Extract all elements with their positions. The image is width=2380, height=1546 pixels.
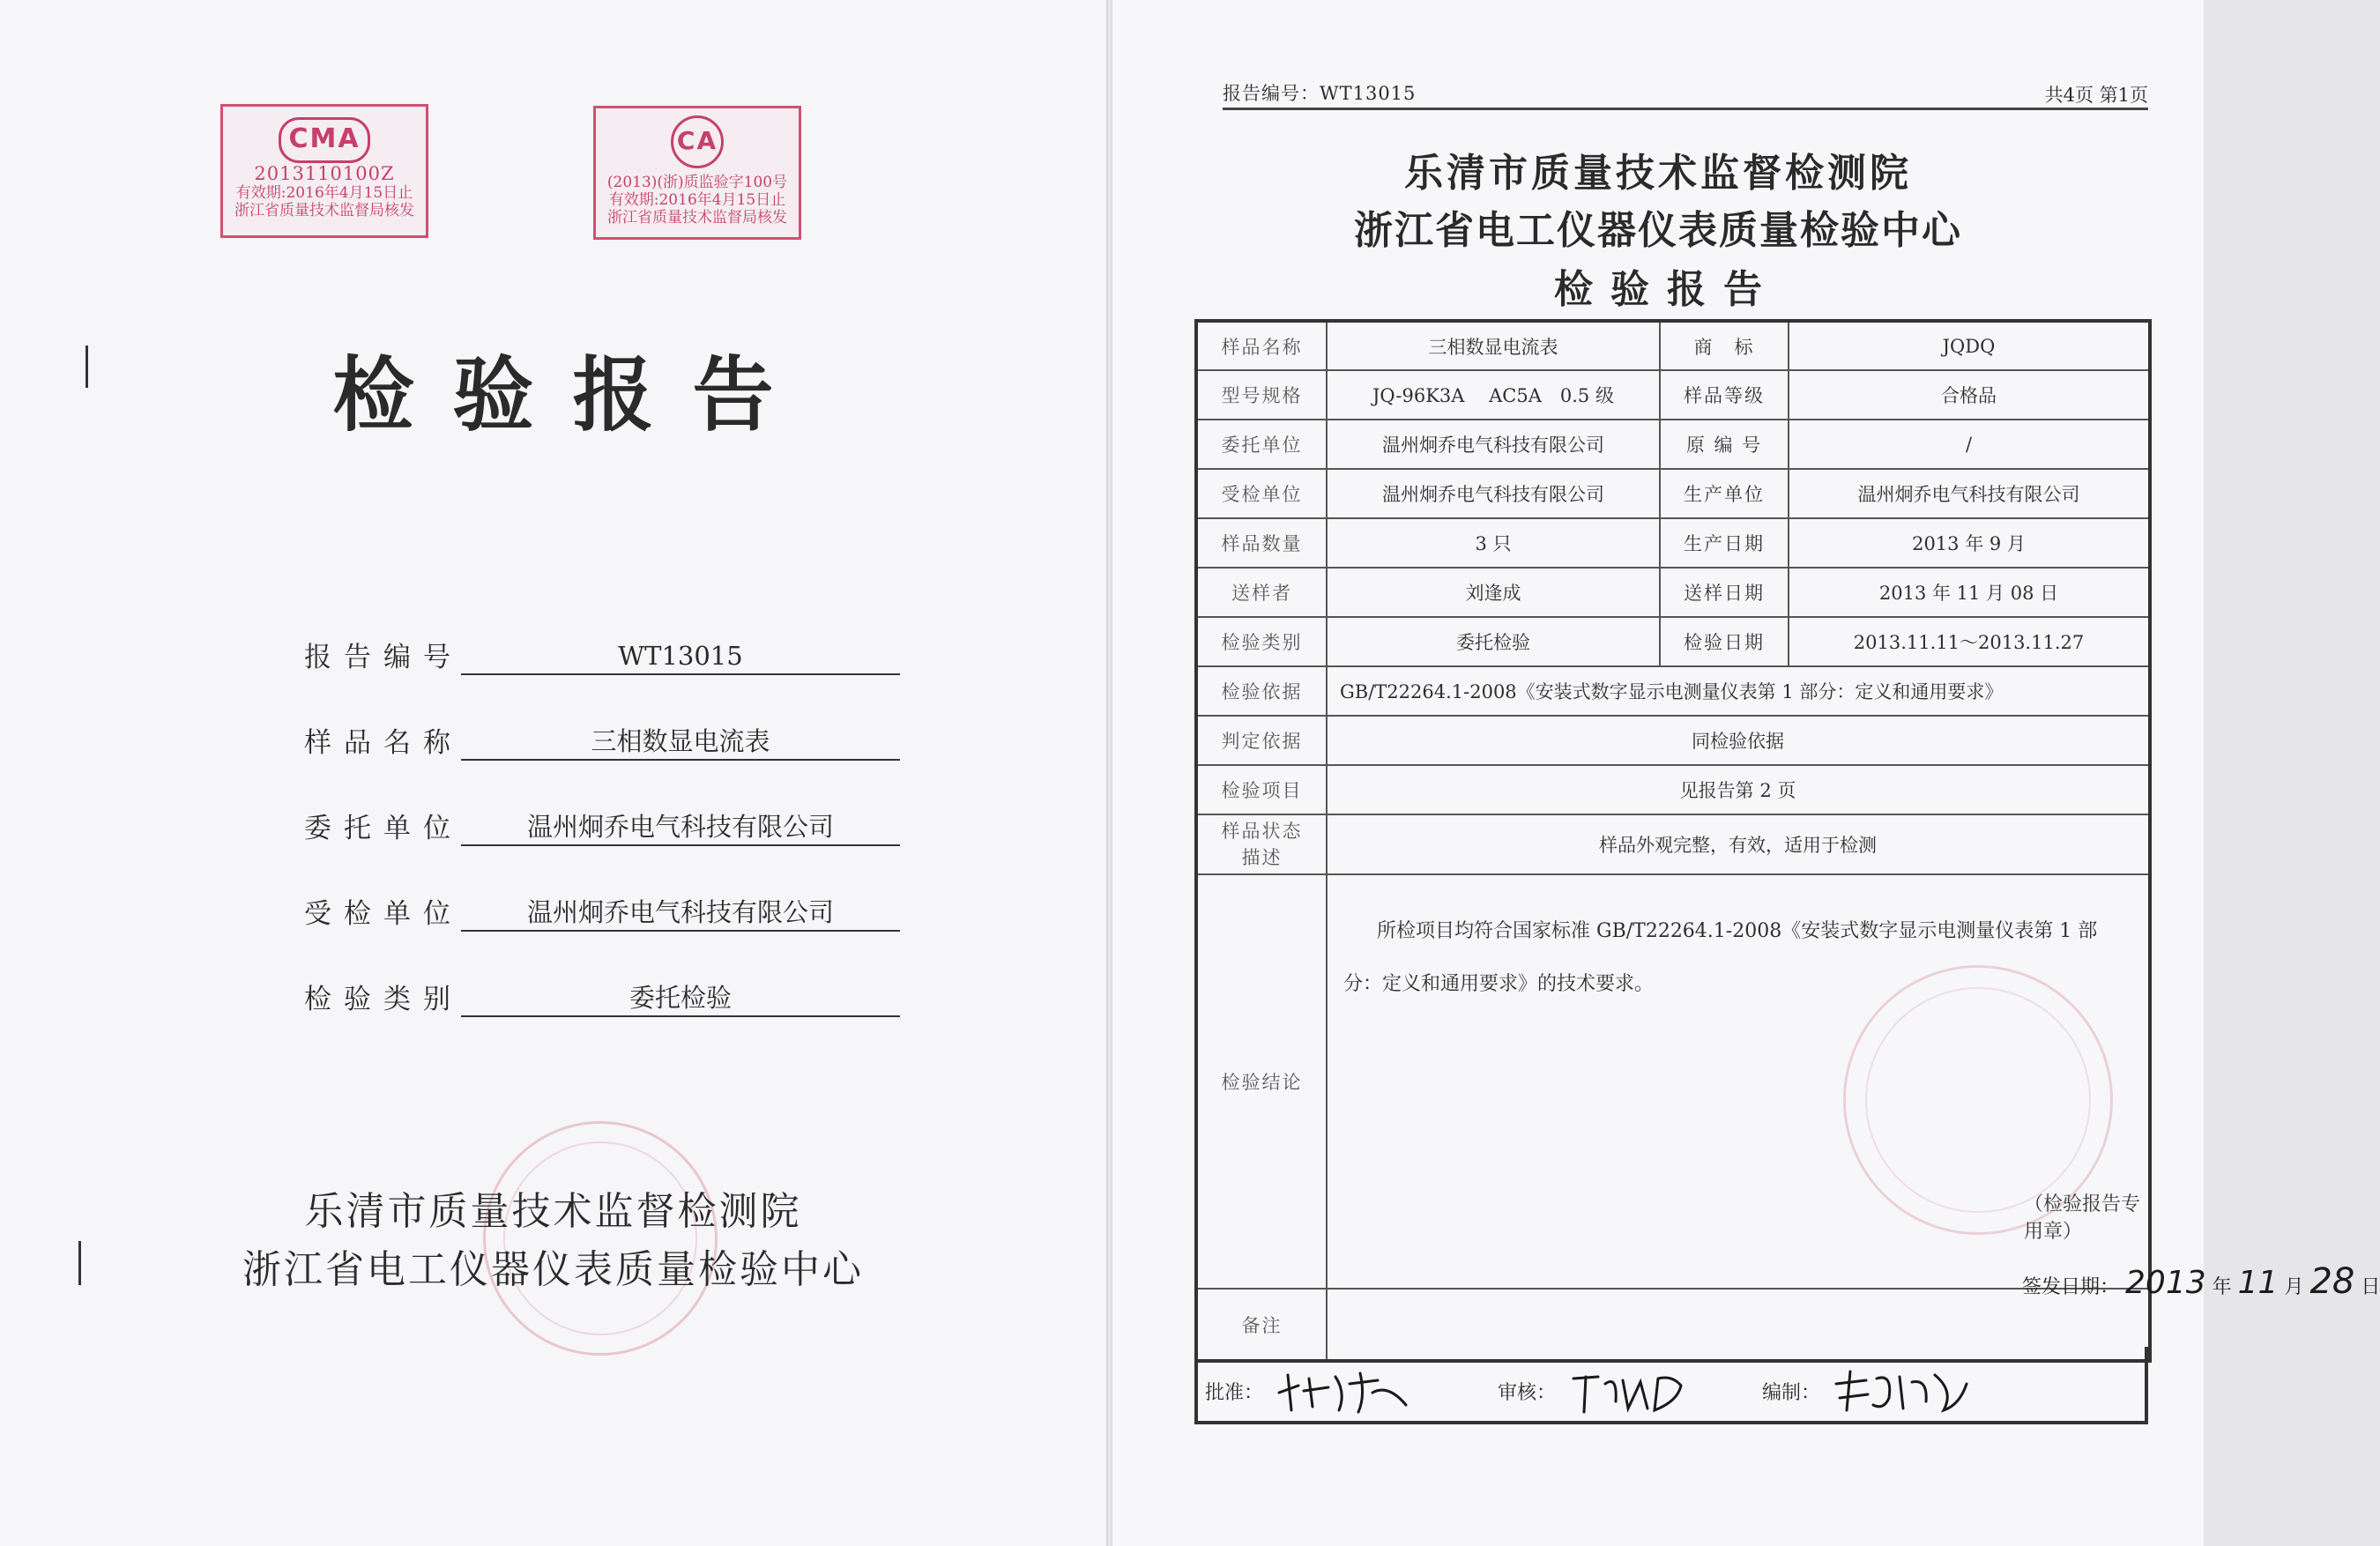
table-row <box>1196 518 2150 568</box>
report-header <box>1223 72 2148 110</box>
table-row-judgement <box>1196 716 2150 765</box>
row-value: 合格品 <box>1789 370 2150 420</box>
issue-month-handwritten: 11 <box>2237 1265 2279 1301</box>
special-seal-label: （检验报告专用章） <box>2024 1193 2141 1243</box>
table-row <box>1196 568 2150 617</box>
row-value: 温州炯乔电气科技有限公司 <box>1327 420 1660 469</box>
row-label: 生产日期 <box>1660 518 1789 568</box>
conclusion-text: 所检项目均符合国家标准 GB/T22264.1-2008《安装式数字显示电测量仪表第 1 部分：定义和通用要求》的技术要求。 <box>1343 920 2098 995</box>
row-label: 样品数量 <box>1196 518 1327 568</box>
table-row <box>1196 370 2150 420</box>
row-value: / <box>1789 420 2150 469</box>
field-value: WT13015 <box>461 638 900 675</box>
basis-value: GB/T22264.1-2008《安装式数字显示电测量仪表第 1 部分：定义和通用要求》 <box>1327 666 2150 716</box>
ca-badge: CA <box>671 115 724 168</box>
review-label: 审核： <box>1498 1381 1557 1404</box>
field-value: 温州炯乔电气科技有限公司 <box>461 809 900 846</box>
field-value: 三相数显电流表 <box>461 724 900 761</box>
row-label: 型号规格 <box>1196 370 1327 420</box>
row-value: 温州炯乔电气科技有限公司 <box>1789 469 2150 518</box>
row-label: 商 标 <box>1660 321 1789 370</box>
issue-date-label: 签发日期： <box>2022 1276 2120 1298</box>
cma-validity: 有效期:2016年4月15日止 <box>235 184 413 202</box>
page-gutter <box>1106 0 1112 1546</box>
cover-org-name-2: 浙江省电工仪器仪表质量检验中心 <box>242 1247 864 1292</box>
issue-month-unit: 月 <box>2284 1276 2304 1298</box>
cma-badge: CMA <box>279 117 370 163</box>
field-sample-name <box>304 708 900 761</box>
field-inspected-unit <box>304 879 900 932</box>
issue-day-unit: 日 <box>2361 1276 2380 1298</box>
report-institute-title: 乐清市质量技术监督检测院 <box>1404 151 1912 196</box>
field-label: 检验类别 <box>304 984 463 1015</box>
field-report-number <box>304 622 900 675</box>
ca-certification-stamp <box>593 106 801 240</box>
row-label: 样品等级 <box>1660 370 1789 420</box>
cma-number: 2013110100Z <box>254 163 395 184</box>
row-value: JQ-96K3A AC5A 0.5 级 <box>1327 370 1660 420</box>
row-value: 2013.11.11～2013.11.27 <box>1789 617 2150 666</box>
field-client <box>304 793 900 846</box>
row-value: 3 只 <box>1327 518 1660 568</box>
ca-validity: 有效期:2016年4月15日止 <box>608 191 786 209</box>
row-value: 刘逢成 <box>1327 568 1660 617</box>
approver-signature <box>1205 1366 1415 1416</box>
report-number-header: 报告编号：WT13015 <box>1223 83 1417 104</box>
ca-issuer: 浙江省质量技术监督局核发 <box>607 209 787 227</box>
issue-day-handwritten: 28 <box>2309 1261 2355 1302</box>
row-label: 送样日期 <box>1660 568 1789 617</box>
issue-date <box>2022 1261 2380 1302</box>
conclusion-label: 检验结论 <box>1196 874 1327 1289</box>
row-value: JQDQ <box>1789 321 2150 370</box>
cma-certification-stamp <box>220 104 428 238</box>
basis-label: 检验依据 <box>1196 666 1327 716</box>
row-label: 样品名称 <box>1196 321 1327 370</box>
field-value: 委托检验 <box>461 980 900 1017</box>
cma-issuer: 浙江省质量技术监督局核发 <box>234 202 414 219</box>
row-label: 委托单位 <box>1196 420 1327 469</box>
report-doc-title: 检验报告 <box>1554 267 1780 312</box>
field-label: 报告编号 <box>304 642 463 673</box>
row-label: 生产单位 <box>1660 469 1789 518</box>
reviewer-signature <box>1498 1366 1699 1416</box>
signature-bar <box>1194 1347 2148 1424</box>
cover-page <box>0 0 1106 1546</box>
approver-handwriting-icon <box>1274 1366 1415 1416</box>
state-label-line-1: 样品状态 <box>1221 821 1303 842</box>
state-label <box>1196 814 1327 874</box>
row-label: 送样者 <box>1196 568 1327 617</box>
table-row <box>1196 617 2150 666</box>
page-count: 共4页 第1页 <box>2044 85 2148 106</box>
compiler-signature <box>1762 1366 1972 1416</box>
field-value: 温州炯乔电气科技有限公司 <box>461 895 900 932</box>
ca-number: (2013)(浙)质监验字100号 <box>606 174 788 191</box>
table-row-state <box>1196 814 2150 874</box>
inspection-report-table <box>1194 319 2380 1363</box>
row-label: 原 编 号 <box>1660 420 1789 469</box>
approve-label: 批准： <box>1205 1381 1264 1404</box>
state-label-line-2: 描述 <box>1241 847 1283 868</box>
row-label: 受检单位 <box>1196 469 1327 518</box>
compile-label: 编制： <box>1762 1381 1821 1404</box>
cover-org-name-1: 乐清市质量技术监督检测院 <box>304 1189 802 1234</box>
table-row <box>1196 321 2150 370</box>
field-label: 样品名称 <box>304 727 463 759</box>
table-row <box>1196 420 2150 469</box>
conclusion-cell <box>1327 874 2380 1302</box>
field-label: 委托单位 <box>304 813 463 844</box>
row-label: 检验类别 <box>1196 617 1327 666</box>
reviewer-handwriting-icon <box>1566 1366 1699 1416</box>
row-value: 温州炯乔电气科技有限公司 <box>1327 469 1660 518</box>
cover-title: 检验报告 <box>332 347 813 442</box>
table-row-conclusion <box>1196 874 2150 1289</box>
row-value: 委托检验 <box>1327 617 1660 666</box>
table-row-basis <box>1196 666 2150 716</box>
compiler-handwriting-icon <box>1831 1366 1972 1416</box>
table-row-items <box>1196 765 2150 814</box>
row-value: 三相数显电流表 <box>1327 321 1660 370</box>
field-inspection-type <box>304 964 900 1017</box>
items-label: 检验项目 <box>1196 765 1327 814</box>
field-label: 受检单位 <box>304 898 463 930</box>
row-value: 2013 年 9 月 <box>1789 518 2150 568</box>
remarks-label: 备注 <box>1196 1289 1327 1361</box>
issue-year-unit: 年 <box>2212 1276 2232 1298</box>
judgement-label: 判定依据 <box>1196 716 1327 765</box>
issue-year-handwritten: 2013 <box>2125 1265 2206 1301</box>
items-value: 见报告第 2 页 <box>1327 765 2150 814</box>
state-value: 样品外观完整，有效，适用于检测 <box>1327 814 2150 874</box>
row-label: 检验日期 <box>1660 617 1789 666</box>
judgement-value: 同检验依据 <box>1327 716 2150 765</box>
table-row <box>1196 469 2150 518</box>
report-center-title: 浙江省电工仪器仪表质量检验中心 <box>1354 208 1962 253</box>
row-value: 2013 年 11 月 08 日 <box>1789 568 2150 617</box>
